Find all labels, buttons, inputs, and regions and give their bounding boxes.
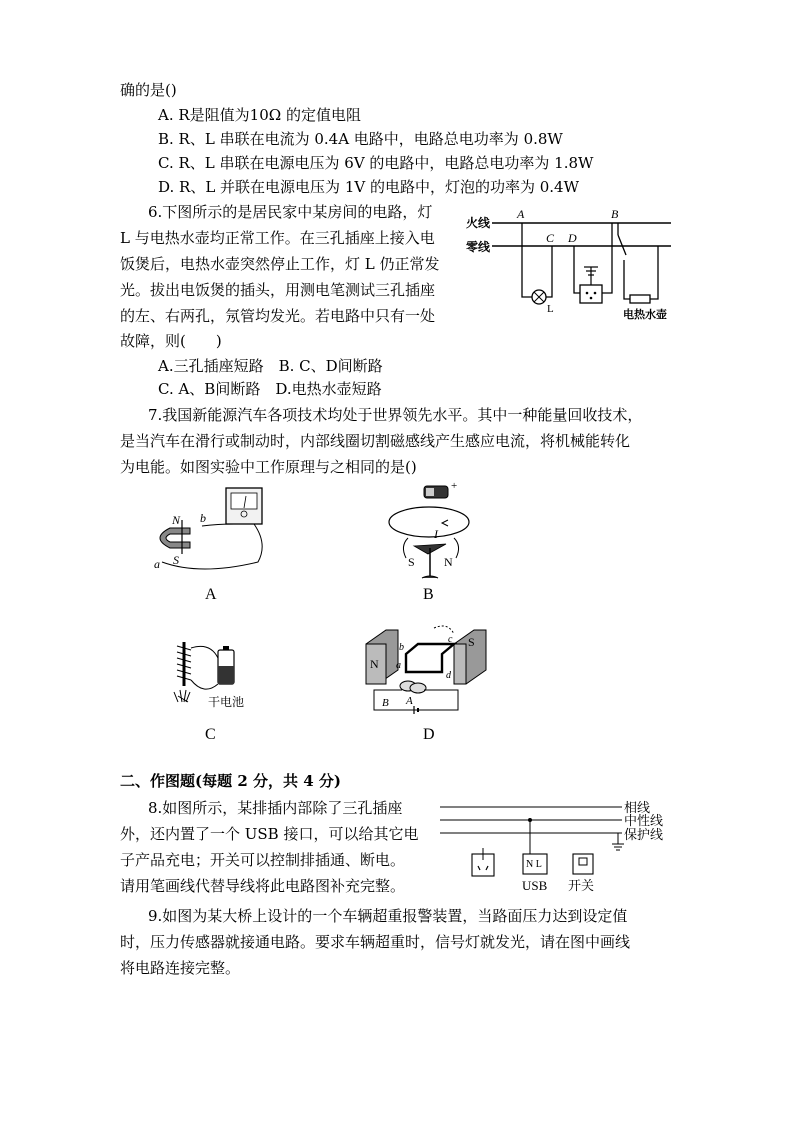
- point-b-label: B: [611, 207, 619, 221]
- q6-circuit-figure: [466, 205, 676, 330]
- q6-line-6: 故障，则( ): [120, 332, 222, 350]
- q8-line-1: 8.如图所示，某排插内部除了三孔插座: [148, 799, 403, 817]
- fire-line-label: 火线: [466, 216, 491, 230]
- q7-figure-c: [160, 636, 270, 716]
- q6-line-5: 的左、右两孔，氖管均发光。若电路中只有一处: [120, 307, 436, 325]
- usb-pins-label: N L: [526, 859, 542, 870]
- kettle-switch-icon: [618, 235, 626, 255]
- q8-line-2: 外，还内置了一个 USB 接口，可以给其它电: [120, 825, 419, 843]
- q5-stem-tail: 确的是(): [120, 81, 177, 99]
- kettle-icon: [630, 295, 650, 303]
- q8-line-4: 请用笔画线代替导线将此电路图补充完整。: [120, 877, 406, 895]
- q7-caption-a: A: [205, 586, 217, 603]
- zero-line-label: 零线: [466, 240, 491, 254]
- current-i-label: I: [434, 527, 438, 541]
- compass-s-label: S: [408, 555, 415, 569]
- live-wire-label: 相线: [624, 800, 651, 815]
- section-2-heading: 二、作图题(每题 2 分，共 4 分): [120, 772, 341, 790]
- q7-line-3: 为电能。如图实验中工作原理与之相同的是(): [120, 458, 417, 476]
- point-d-label: D: [568, 231, 577, 245]
- wire-a-label: a: [154, 557, 160, 571]
- point-a-label: A: [517, 207, 525, 221]
- q5-option-b: B. R、L 串联在电流为 0.4A 电路中，电路总电功率为 0.8W: [158, 130, 563, 148]
- q6-line-3: 饭煲后，电热水壶突然停止工作，灯 L 仍正常发: [120, 255, 440, 273]
- dry-battery-label: 干电池: [208, 695, 245, 709]
- point-c-label: C: [546, 231, 555, 245]
- q7-caption-b: B: [423, 586, 434, 603]
- q7-figure-b: [384, 480, 484, 585]
- q7-caption-d: D: [423, 726, 435, 743]
- q9-line-3: 将电路连接完整。: [120, 959, 241, 977]
- three-hole-socket-icon: [580, 285, 602, 303]
- brush-b-label: B: [382, 697, 389, 709]
- magnet-n-label: N: [172, 513, 181, 527]
- q5-option-d: D. R、L 并联在电源电压为 1V 的电路中，灯泡的功率为 0.4W: [158, 178, 580, 196]
- coil-a-label: a: [396, 660, 401, 671]
- q7-line-2: 是当汽车在滑行或制动时，内部线圈切割磁感线产生感应电流，将机械能转化: [120, 432, 631, 450]
- q7-caption-c: C: [205, 726, 216, 743]
- q6-options-ab: A.三孔插座短路 B. C、D间断路: [158, 357, 383, 375]
- battery-plus-label: +: [451, 480, 458, 492]
- q9-line-1: 9.如图为某大桥上设计的一个车辆超重报警装置，当路面压力达到设定值: [148, 907, 628, 925]
- switch-icon: [573, 854, 593, 874]
- usb-label: USB: [522, 878, 548, 893]
- brush-a-label: A: [406, 695, 413, 707]
- lamp-label: L: [547, 303, 554, 315]
- q5-option-c: C. R、L 串联在电源电压为 6V 的电路中，电路总电功率为 1.8W: [158, 154, 594, 172]
- q6-line-1: 6.下图所示的是居民家中某房间的电路，灯: [148, 203, 433, 221]
- magnet-d-s-label: S: [468, 635, 475, 649]
- q8-wiring-figure: [440, 798, 680, 894]
- rotating-coil-icon: [406, 644, 454, 672]
- q6-options-cd: C. A、B间断路 D.电热水壶短路: [158, 380, 382, 398]
- coil-d-label: d: [446, 670, 451, 681]
- q9-line-2: 时，压力传感器就接通电路。要求车辆超重时，信号灯就发光，请在图中画线: [120, 933, 631, 951]
- coil-c-label: c: [448, 634, 453, 645]
- magnet-s-label: S: [173, 553, 179, 567]
- q8-line-3: 子产品充电；开关可以控制排插通、断电。: [120, 851, 406, 869]
- q7-figure-d: [362, 620, 502, 716]
- coil-b-label: b: [399, 642, 404, 653]
- ground-wire-label: 保护线: [624, 827, 664, 842]
- horseshoe-magnet-icon: [160, 528, 190, 548]
- q7-figure-a: [140, 484, 280, 580]
- neutral-wire-label: 中性线: [624, 813, 664, 828]
- q7-line-1: 7.我国新能源汽车各项技术均处于世界领先水平。其中一种能量回收技术，: [148, 406, 643, 424]
- wire-b-label: b: [200, 511, 206, 525]
- kettle-label: 电热水壶: [623, 309, 667, 321]
- switch-label: 开关: [568, 878, 595, 893]
- magnet-d-n-label: N: [370, 657, 379, 671]
- q5-option-a: A. R是阻值为10Ω 的定值电阻: [158, 106, 361, 124]
- q6-line-2: L 与电热水壶均正常工作。在三孔插座上接入电: [120, 229, 435, 247]
- compass-n-label: N: [444, 555, 453, 569]
- q6-line-4: 光。拔出电饭煲的插头，用测电笔测试三孔插座: [120, 281, 436, 299]
